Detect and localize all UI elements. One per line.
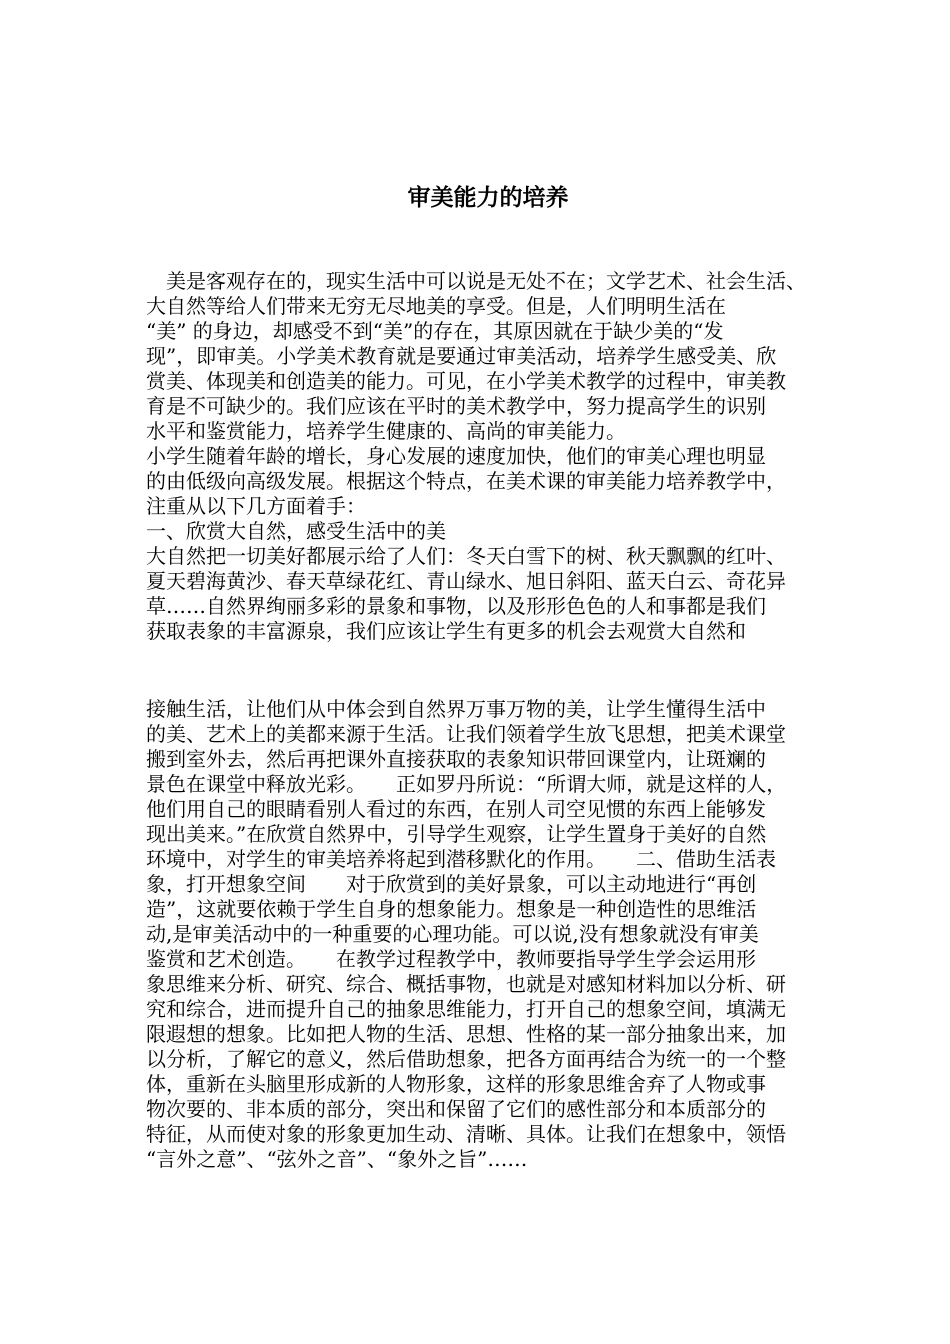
text-line: 环境中，对学生的审美培养将起到潜移默化的作用。 二、借助生活表 bbox=[146, 847, 776, 871]
text-line: 接触生活，让他们从中体会到自然界万事万物的美，让学生懂得生活中 bbox=[146, 697, 766, 721]
text-line: 景色在课堂中释放光彩。 正如罗丹所说：“所谓大师，就是这样的人， bbox=[146, 772, 787, 796]
body-text-block-1 bbox=[146, 269, 832, 644]
text-line: 小学生随着年龄的增长，身心发展的速度加快，他们的审美心理也明显 bbox=[146, 444, 766, 468]
text-line: 的由低级向高级发展。根据这个特点，在美术课的审美能力培养教学中， bbox=[146, 469, 786, 493]
text-line: 象思维来分析、研究、综合、概括事物，也就是对感知材料加以分析、研 bbox=[146, 972, 786, 996]
text-line: 现出美来。”在欣赏自然界中，引导学生观察，让学生置身于美好的自然 bbox=[146, 822, 767, 846]
text-line: 水平和鉴赏能力，培养学生健康的、高尚的审美能力。 bbox=[146, 419, 626, 443]
text-line: 夏天碧海黄沙、春天草绿花红、青山绿水、旭日斜阳、蓝天白云、奇花异 bbox=[146, 569, 786, 593]
text-line: 注重从以下几方面着手： bbox=[146, 494, 366, 518]
text-line: 造”，这就要依赖于学生自身的想象能力。想象是一种创造性的思维活 bbox=[146, 897, 757, 921]
text-line: 育是不可缺少的。我们应该在平时的美术教学中，努力提高学生的识别 bbox=[146, 394, 766, 418]
text-line: 限遐想的想象。比如把人物的生活、思想、性格的某一部分抽象出来，加 bbox=[146, 1022, 786, 1046]
text-line: 赏美、体现美和创造美的能力。可见，在小学美术教学的过程中，审美教 bbox=[146, 369, 786, 393]
body-text-block-2 bbox=[146, 697, 832, 1172]
text-line: 动,是审美活动中的一种重要的心理功能。可以说,没有想象就没有审美 bbox=[146, 922, 759, 946]
text-line: 搬到室外去，然后再把课外直接获取的表象知识带回课堂内，让斑斓的 bbox=[146, 747, 766, 771]
text-line: 他们用自己的眼睛看别人看过的东西，在别人司空见惯的东西上能够发 bbox=[146, 797, 766, 821]
text-line: 以分析，了解它的意义，然后借助想象，把各方面再结合为统一的一个整 bbox=[146, 1047, 786, 1071]
text-line: 物次要的、非本质的部分，突出和保留了它们的感性部分和本质部分的 bbox=[146, 1097, 766, 1121]
document-title: 审美能力的培养 bbox=[407, 185, 569, 211]
text-line: “美” 的身边，却感受不到“美”的存在，其原因就在于缺少美的“发 bbox=[146, 319, 724, 343]
text-line: 体，重新在头脑里形成新的人物形象，这样的形象思维舍弃了人物或事 bbox=[146, 1072, 766, 1096]
text-line: 大自然把一切美好都展示给了人们：冬天白雪下的树、秋天飘飘的红叶、 bbox=[146, 544, 786, 568]
text-line: 现”，即审美。小学美术教育就是要通过审美活动，培养学生感受美、欣 bbox=[146, 344, 777, 368]
text-line: “言外之意”、“弦外之音”、“象外之旨”…… bbox=[146, 1147, 528, 1171]
text-line: 大自然等给人们带来无穷无尽地美的享受。但是，人们明明生活在 bbox=[146, 294, 726, 318]
text-line: 获取表象的丰富源泉，我们应该让学生有更多的机会去观赏大自然和 bbox=[146, 619, 746, 643]
text-line: 象，打开想象空间 对于欣赏到的美好景象，可以主动地进行“再创 bbox=[146, 872, 757, 896]
text-line: 草……自然界绚丽多彩的景象和事物，以及形形色色的人和事都是我们 bbox=[146, 594, 766, 618]
text-line: 究和综合，进而提升自己的抽象思维能力，打开自己的想象空间，填满无 bbox=[146, 997, 786, 1021]
section-heading: 一、欣赏大自然，感受生活中的美 bbox=[146, 519, 446, 543]
text-line: 的美、艺术上的美都来源于生活。让我们领着学生放飞思想，把美术课堂 bbox=[146, 722, 786, 746]
text-line: 美是客观存在的，现实生活中可以说是无处不在；文学艺术、社会生活、 bbox=[146, 269, 806, 293]
text-line: 特征，从而使对象的形象更加生动、清晰、具体。让我们在想象中，领悟 bbox=[146, 1122, 786, 1146]
text-line: 鉴赏和艺术创造。 在教学过程教学中，教师要指导学生学会运用形 bbox=[146, 947, 756, 971]
